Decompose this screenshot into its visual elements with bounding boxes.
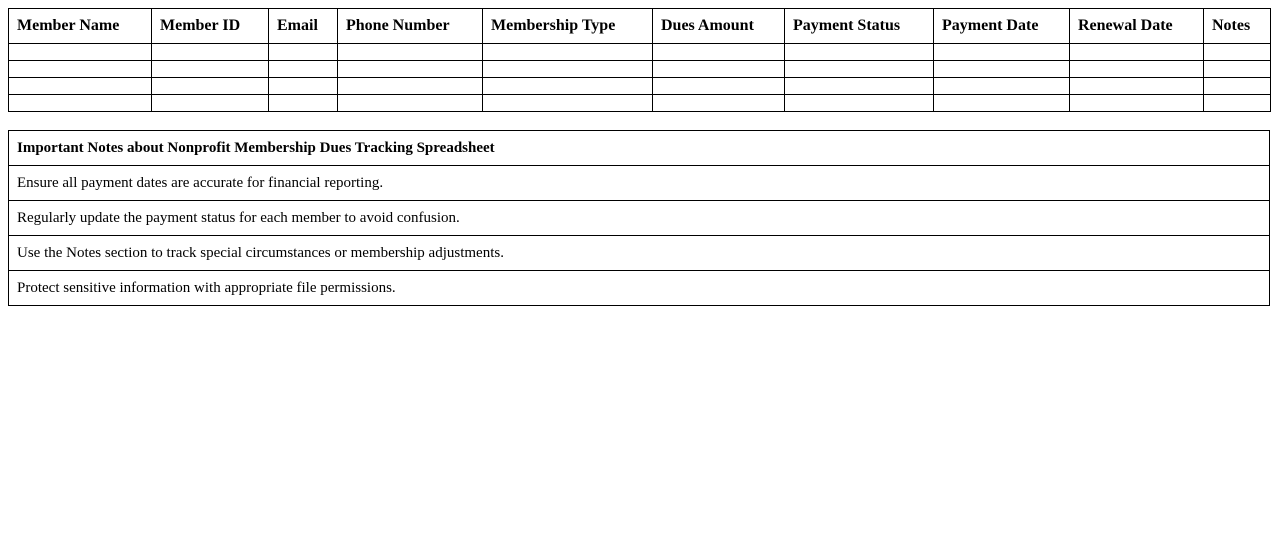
cell-member-name[interactable]: [9, 95, 152, 112]
note-item: Ensure all payment dates are accurate for financial reporting.: [9, 166, 1270, 201]
cell-dues-amount[interactable]: [653, 61, 785, 78]
cell-membership-type[interactable]: [483, 95, 653, 112]
cell-notes[interactable]: [1204, 78, 1271, 95]
cell-notes[interactable]: [1204, 44, 1271, 61]
column-header-member-name: Member Name: [9, 9, 152, 44]
cell-member-name[interactable]: [9, 61, 152, 78]
note-item: Protect sensitive information with appropriate file permissions.: [9, 271, 1270, 306]
cell-payment-status[interactable]: [785, 61, 934, 78]
cell-member-name[interactable]: [9, 44, 152, 61]
notes-title: Important Notes about Nonprofit Membership Dues Tracking Spreadsheet: [9, 131, 1270, 166]
cell-dues-amount[interactable]: [653, 78, 785, 95]
cell-notes[interactable]: [1204, 61, 1271, 78]
cell-dues-amount[interactable]: [653, 95, 785, 112]
cell-payment-date[interactable]: [934, 78, 1070, 95]
cell-membership-type[interactable]: [483, 61, 653, 78]
cell-renewal-date[interactable]: [1070, 78, 1204, 95]
cell-email[interactable]: [269, 95, 338, 112]
column-header-email: Email: [269, 9, 338, 44]
cell-phone-number[interactable]: [338, 61, 483, 78]
cell-payment-status[interactable]: [785, 78, 934, 95]
cell-membership-type[interactable]: [483, 44, 653, 61]
cell-phone-number[interactable]: [338, 95, 483, 112]
cell-renewal-date[interactable]: [1070, 61, 1204, 78]
cell-member-id[interactable]: [152, 44, 269, 61]
note-item: Use the Notes section to track special circumstances or membership adjustments.: [9, 236, 1270, 271]
table-row: [9, 61, 1271, 78]
column-header-dues-amount: Dues Amount: [653, 9, 785, 44]
cell-membership-type[interactable]: [483, 78, 653, 95]
note-row: [9, 166, 1270, 201]
cell-payment-date[interactable]: [934, 44, 1070, 61]
table-row: [9, 95, 1271, 112]
cell-payment-status[interactable]: [785, 95, 934, 112]
cell-payment-status[interactable]: [785, 44, 934, 61]
cell-payment-date[interactable]: [934, 95, 1070, 112]
cell-email[interactable]: [269, 44, 338, 61]
note-row: [9, 201, 1270, 236]
column-header-member-id: Member ID: [152, 9, 269, 44]
cell-email[interactable]: [269, 61, 338, 78]
cell-dues-amount[interactable]: [653, 44, 785, 61]
table-row: [9, 44, 1271, 61]
column-header-membership-type: Membership Type: [483, 9, 653, 44]
notes-header-row: [9, 131, 1270, 166]
cell-renewal-date[interactable]: [1070, 44, 1204, 61]
cell-renewal-date[interactable]: [1070, 95, 1204, 112]
cell-member-name[interactable]: [9, 78, 152, 95]
table-row: [9, 78, 1271, 95]
column-header-notes: Notes: [1204, 9, 1271, 44]
important-notes-table: [8, 130, 1270, 306]
cell-member-id[interactable]: [152, 61, 269, 78]
column-header-payment-date: Payment Date: [934, 9, 1070, 44]
cell-phone-number[interactable]: [338, 44, 483, 61]
note-item: Regularly update the payment status for each member to avoid confusion.: [9, 201, 1270, 236]
note-row: [9, 236, 1270, 271]
cell-payment-date[interactable]: [934, 61, 1070, 78]
cell-email[interactable]: [269, 78, 338, 95]
column-header-payment-status: Payment Status: [785, 9, 934, 44]
column-header-phone-number: Phone Number: [338, 9, 483, 44]
cell-phone-number[interactable]: [338, 78, 483, 95]
cell-member-id[interactable]: [152, 78, 269, 95]
cell-member-id[interactable]: [152, 95, 269, 112]
header-row: [9, 9, 1271, 44]
column-header-renewal-date: Renewal Date: [1070, 9, 1204, 44]
membership-dues-table: [8, 8, 1271, 112]
note-row: [9, 271, 1270, 306]
cell-notes[interactable]: [1204, 95, 1271, 112]
